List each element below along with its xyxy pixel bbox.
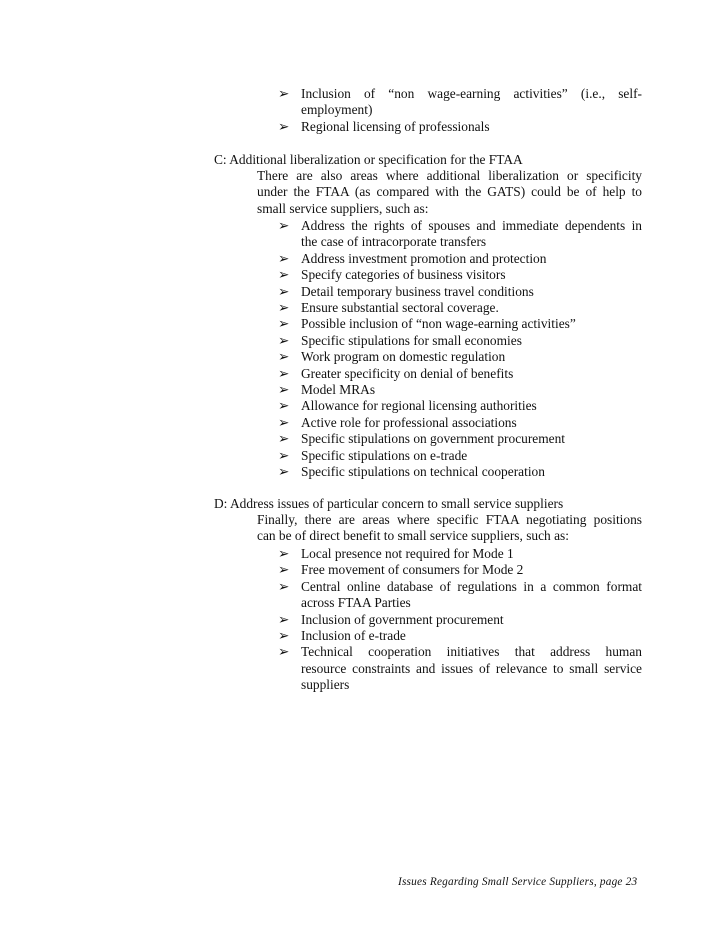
list-item	[278, 119, 642, 136]
list-item-text: Inclusion of “non wage-earning activities” (i.e., self-	[301, 86, 642, 101]
arrow-bullet-icon: ➢	[278, 546, 290, 561]
list-item-text: Address investment promotion and protection	[301, 250, 547, 266]
section-d-heading: D: Address issues of particular concern to small service suppliers	[214, 496, 564, 511]
arrow-bullet-icon: ➢	[278, 431, 290, 447]
list-item	[278, 448, 642, 464]
arrow-bullet-icon: ➢	[278, 398, 290, 414]
arrow-bullet-icon: ➢	[278, 316, 290, 332]
list-item	[278, 218, 642, 251]
list-item-text: across FTAA Parties	[301, 595, 411, 611]
section-d-paragraph	[257, 512, 642, 545]
arrow-bullet-icon: ➢	[278, 365, 290, 381]
arrow-bullet-icon: ➢	[278, 644, 290, 660]
list-item-text: Greater specificity on denial of benefits	[301, 365, 514, 381]
list-item-text: resource constraints and issues of relevance to small service	[301, 660, 642, 676]
list-item	[278, 415, 642, 431]
list-item-text: Inclusion of e-trade	[301, 628, 406, 643]
list-item-text: Detail temporary business travel conditions	[301, 283, 534, 299]
list-item	[278, 349, 642, 365]
list-item	[278, 464, 642, 480]
list-item	[278, 546, 642, 562]
arrow-bullet-icon: ➢	[278, 464, 290, 479]
section-c-heading: C: Additional liberalization or specification for the FTAA	[214, 152, 523, 167]
arrow-bullet-icon: ➢	[278, 86, 290, 101]
arrow-bullet-icon: ➢	[278, 628, 290, 643]
list-item-text: Specific stipulations on e-trade	[301, 447, 468, 463]
list-item-text: employment)	[301, 102, 373, 118]
arrow-bullet-icon: ➢	[278, 562, 290, 578]
arrow-bullet-icon: ➢	[278, 218, 290, 233]
list-item	[278, 366, 642, 382]
list-item-text: suppliers	[301, 677, 350, 693]
paragraph-line: Finally, there are areas where specific FTAA negotiating positions	[257, 512, 642, 527]
list-item-text: Local presence not required for Mode 1	[301, 546, 514, 561]
list-item-text: Possible inclusion of “non wage-earning activities”	[301, 316, 576, 332]
list-item-text: the case of intracorporate transfers	[301, 234, 487, 250]
arrow-bullet-icon: ➢	[278, 611, 290, 627]
list-item-text: Ensure substantial sectoral coverage.	[301, 300, 499, 315]
list-item	[278, 398, 642, 414]
paragraph-line: small service suppliers, such as:	[257, 200, 429, 216]
list-item-text: Technical cooperation initiatives that address human	[301, 644, 642, 660]
list-item-text: Specific stipulations on technical cooperation	[301, 464, 545, 479]
arrow-bullet-icon: ➢	[278, 300, 290, 315]
list-item	[278, 316, 642, 332]
list-item	[278, 628, 642, 644]
arrow-bullet-icon: ➢	[278, 267, 290, 283]
list-item-text: Specific stipulations on government procurement	[301, 431, 566, 447]
arrow-bullet-icon: ➢	[278, 578, 290, 594]
arrow-bullet-icon: ➢	[278, 447, 290, 463]
list-item	[278, 562, 642, 578]
arrow-bullet-icon: ➢	[278, 349, 290, 365]
list-item-text: Allowance for regional licensing authorities	[301, 398, 537, 414]
list-item	[278, 333, 642, 349]
arrow-bullet-icon: ➢	[278, 283, 290, 299]
arrow-bullet-icon: ➢	[278, 119, 290, 134]
list-item	[278, 579, 642, 612]
paragraph-line: under the FTAA (as compared with the GATS) could be of help to	[257, 184, 642, 200]
list-item-text: Work program on domestic regulation	[301, 349, 506, 365]
list-item-text: Model MRAs	[301, 382, 376, 397]
list-item	[278, 267, 642, 283]
list-item-text: Regional licensing of professionals	[301, 119, 490, 134]
list-item	[278, 251, 642, 267]
paragraph-line: There are also areas where additional liberalization or specificity	[257, 168, 642, 183]
list-item-text: Central online database of regulations in a common format	[301, 578, 642, 594]
list-item	[278, 300, 642, 316]
list-item-text: Free movement of consumers for Mode 2	[301, 562, 524, 578]
arrow-bullet-icon: ➢	[278, 382, 290, 397]
list-item-text: Active role for professional associations	[301, 414, 517, 430]
list-item	[278, 382, 642, 398]
list-item-text: Specific stipulations for small economies	[301, 332, 522, 348]
paragraph-line: can be of direct benefit to small service suppliers, such as:	[257, 528, 569, 544]
section-c-paragraph	[257, 168, 642, 217]
list-item	[278, 86, 642, 119]
arrow-bullet-icon: ➢	[278, 250, 290, 266]
list-item	[278, 431, 642, 447]
list-item-text: Address the rights of spouses and immediate dependents in	[301, 218, 642, 233]
arrow-bullet-icon: ➢	[278, 332, 290, 348]
list-item-text: Inclusion of government procurement	[301, 611, 504, 627]
list-item	[278, 612, 642, 628]
page-footer: Issues Regarding Small Service Suppliers, page 23	[398, 876, 638, 888]
list-item	[278, 284, 642, 300]
list-item-text: Specify categories of business visitors	[301, 267, 506, 283]
list-item	[278, 644, 642, 693]
arrow-bullet-icon: ➢	[278, 414, 290, 430]
